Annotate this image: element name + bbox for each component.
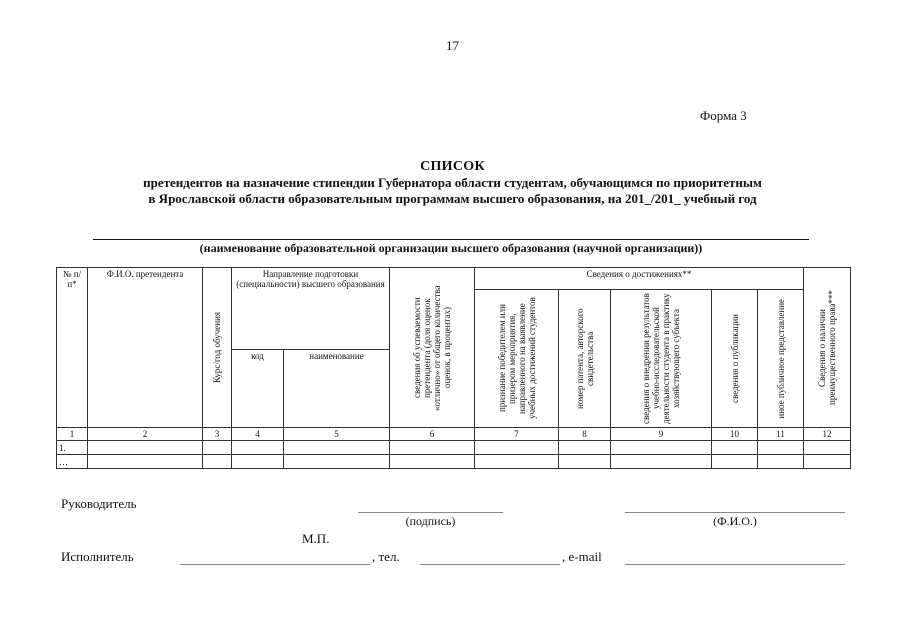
table-cell (611, 441, 712, 455)
table-cell (712, 455, 758, 469)
table-cell (284, 455, 390, 469)
header-direction: Направление подготовки (специальности) высшего образования (232, 268, 390, 350)
executor-blank (180, 564, 370, 565)
table-cell (284, 441, 390, 455)
column-number: 10 (712, 428, 758, 441)
table-cell (390, 455, 475, 469)
table-cell (475, 455, 559, 469)
table-cell (758, 441, 804, 455)
table-row (57, 441, 851, 455)
document-title (40, 158, 865, 207)
header-publications: сведения о публикации (712, 290, 758, 428)
header-name: наименование (284, 350, 390, 428)
column-number: 4 (232, 428, 284, 441)
organization-caption: (наименование образовательной организации высшего образования (научной организации)) (199, 241, 703, 255)
title-line-2: в Ярославской области образовательным программам высшего образования, на 201_/201_ учебный год (148, 191, 757, 206)
title-line-1: претендентов на назначение стипендии Губернатора области студентам, обучающимся по приоритетным (143, 175, 762, 190)
table-cell (611, 455, 712, 469)
header-num: № п/п* (57, 268, 88, 428)
header-public: иное публичное представление (758, 290, 804, 428)
header-patent: номер патента, авторского свидетельства (559, 290, 611, 428)
table-cell (203, 441, 232, 455)
column-number: 12 (804, 428, 851, 441)
column-number: 3 (203, 428, 232, 441)
column-number: 8 (559, 428, 611, 441)
table-cell (758, 455, 804, 469)
row-number: … (57, 455, 88, 469)
table-cell (203, 455, 232, 469)
table-cell (559, 441, 611, 455)
column-number: 1 (57, 428, 88, 441)
header-code: код (232, 350, 284, 428)
table-row (57, 455, 851, 469)
email-label: , e-mail (562, 549, 602, 564)
header-course: Курс/год обучения (203, 268, 232, 428)
organization-name-line (93, 239, 809, 240)
table-cell (559, 455, 611, 469)
phone-blank (420, 564, 560, 565)
page-number: 17 (446, 38, 459, 53)
table-cell (390, 441, 475, 455)
header-implementation: сведения о внедрении результатов учебно-исследовательской деятельности студента в практику хозяйствующего субъекта (611, 290, 712, 428)
column-number: 9 (611, 428, 712, 441)
fio-blank (625, 512, 845, 513)
row-number: 1. (57, 441, 88, 455)
column-numbers-row (57, 428, 851, 441)
header-achievements: Сведения о достижениях** (475, 268, 804, 290)
header-preference: Сведения о наличии преимущественного права*** (804, 268, 851, 428)
header-fio: Ф.И.О. претендента (88, 268, 203, 428)
table-cell (804, 441, 851, 455)
stamp-label: М.П. (302, 531, 330, 546)
table-cell (88, 441, 203, 455)
candidates-table (56, 267, 851, 469)
column-number: 11 (758, 428, 804, 441)
title-main: СПИСОК (420, 159, 485, 174)
column-number: 6 (390, 428, 475, 441)
table-cell (88, 455, 203, 469)
header-recognition: признание победителем или призером мероприятия, направленного на выявление учебных достижений студентов (475, 290, 559, 428)
table-cell (804, 455, 851, 469)
table-cell (232, 455, 284, 469)
header-performance: сведения об успеваемости претендента (доля оценок «отлично» от общего количества оценок, в процентах) (390, 268, 475, 428)
signature-caption: (подпись) (405, 514, 456, 528)
signature-blank (358, 512, 503, 513)
executor-label: Исполнитель (61, 549, 134, 564)
phone-label: , тел. (372, 549, 400, 564)
email-blank (625, 564, 845, 565)
table-cell (475, 441, 559, 455)
head-label: Руководитель (61, 496, 137, 511)
column-number: 7 (475, 428, 559, 441)
column-number: 5 (284, 428, 390, 441)
column-number: 2 (88, 428, 203, 441)
table-cell (232, 441, 284, 455)
fio-caption: (Ф.И.О.) (713, 514, 757, 528)
table-cell (712, 441, 758, 455)
form-label: Форма 3 (700, 108, 747, 123)
